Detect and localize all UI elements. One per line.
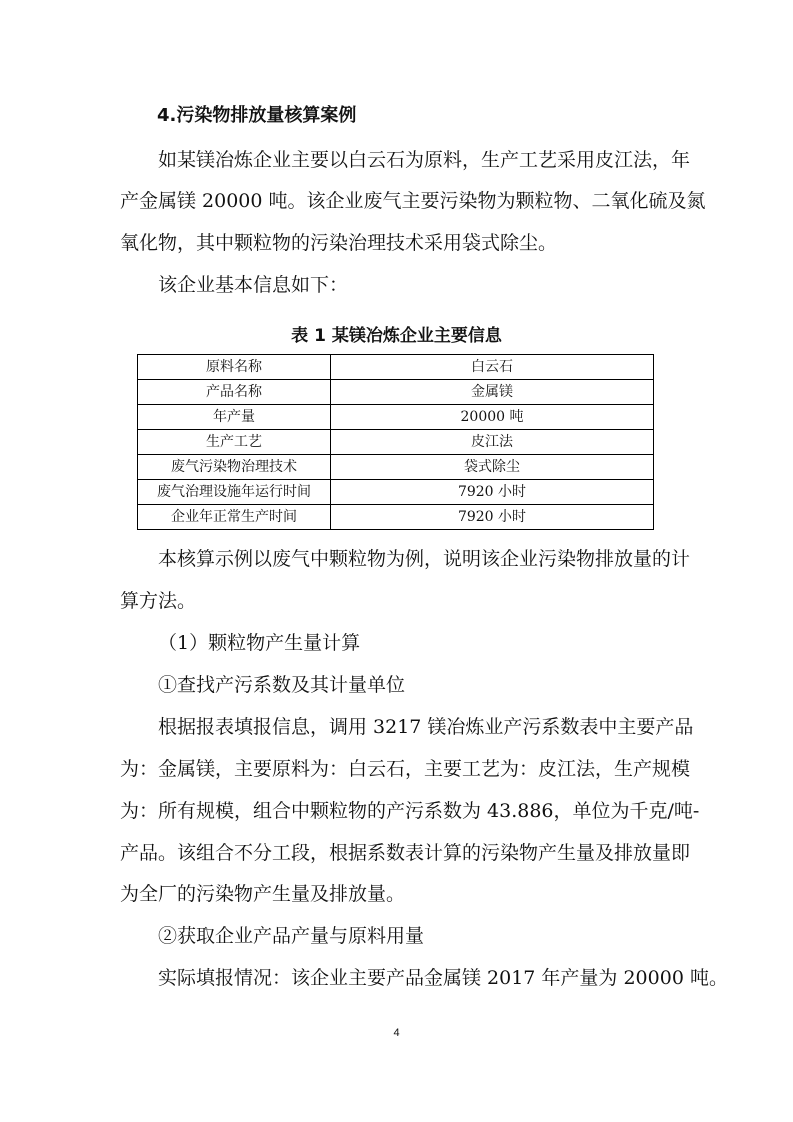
table-cell-value: 金属镁 <box>331 380 654 405</box>
table-row <box>138 380 654 405</box>
table-cell-label: 企业年正常生产时间 <box>138 505 331 530</box>
table-cell-value: 20000 吨 <box>331 405 654 430</box>
page-number: 4 <box>393 1027 400 1039</box>
table-row <box>138 405 654 430</box>
table-cell-value: 袋式除尘 <box>331 455 654 480</box>
intro-line-3: 氧化物，其中颗粒物的污染治理技术采用袋式除尘。 <box>120 232 558 254</box>
info-table <box>137 354 654 530</box>
table-cell-value: 皮江法 <box>331 430 654 455</box>
table-caption: 表 1 某镁冶炼企业主要信息 <box>291 326 502 346</box>
step-2-heading: ②获取企业产品产量与原料用量 <box>158 925 425 947</box>
table-row <box>138 455 654 480</box>
table-cell-label: 废气治理设施年运行时间 <box>138 480 331 505</box>
table-row <box>138 430 654 455</box>
info-table-body <box>138 355 654 530</box>
table-row <box>138 505 654 530</box>
table-cell-value: 7920 小时 <box>331 480 654 505</box>
step-1-heading: ①查找产污系数及其计量单位 <box>158 674 406 696</box>
step-1-line-3: 为：所有规模，组合中颗粒物的产污系数为 43.886，单位为千克/吨- <box>120 800 700 822</box>
table-cell-label: 产品名称 <box>138 380 331 405</box>
basic-info-line: 该企业基本信息如下： <box>158 274 349 296</box>
example-line-1: 本核算示例以废气中颗粒物为例，说明该企业污染物排放量的计 <box>158 548 691 570</box>
intro-line-1: 如某镁冶炼企业主要以白云石为原料，生产工艺采用皮江法，年 <box>158 149 691 171</box>
table-cell-label: 废气污染物治理技术 <box>138 455 331 480</box>
step-1-line-5: 为全厂的污染物产生量及排放量。 <box>120 883 406 905</box>
table-cell-label: 生产工艺 <box>138 430 331 455</box>
table-row <box>138 480 654 505</box>
section-heading: 4.污染物排放量核算案例 <box>157 105 357 126</box>
table-row <box>138 355 654 380</box>
table-cell-label: 原料名称 <box>138 355 331 380</box>
example-line-2: 算方法。 <box>120 590 197 612</box>
step-1-line-2: 为：金属镁，主要原料为：白云石，主要工艺为：皮江法，生产规模 <box>120 758 691 780</box>
section-1-heading: （1）颗粒物产生量计算 <box>158 632 361 654</box>
step-1-line-4: 产品。该组合不分工段，根据系数表计算的污染物产生量及排放量即 <box>120 842 691 864</box>
step-2-line: 实际填报情况：该企业主要产品金属镁 2017 年产量为 20000 吨。 <box>158 967 728 989</box>
step-1-line-1: 根据报表填报信息，调用 3217 镁冶炼业产污系数表中主要产品 <box>158 716 694 738</box>
table-cell-label: 年产量 <box>138 405 331 430</box>
intro-line-2: 产金属镁 20000 吨。该企业废气主要污染物为颗粒物、二氧化硫及氮 <box>120 190 706 212</box>
table-cell-value: 7920 小时 <box>331 505 654 530</box>
table-cell-value: 白云石 <box>331 355 654 380</box>
